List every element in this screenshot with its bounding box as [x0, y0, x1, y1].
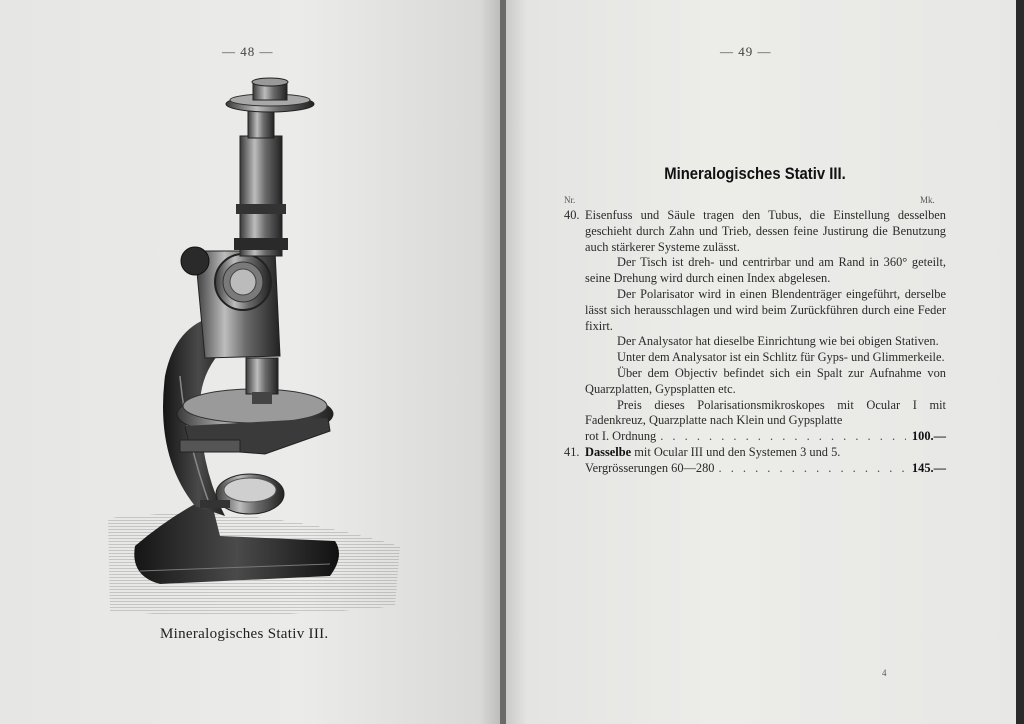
column-header-nr: Nr. — [564, 195, 576, 205]
price-value: 145.— — [911, 460, 946, 475]
right-edge-shadow — [1016, 0, 1024, 724]
price-line-text: Vergrösserungen 60—280 — [585, 460, 715, 475]
section-title: Mineralogisches Stativ III. — [664, 165, 846, 183]
microscope-illustration — [100, 76, 400, 624]
entry-number: 40. — [564, 208, 580, 222]
paragraph: Unter dem Analysator ist ein Schlitz für Gyps- und Glimmerkeile. — [617, 350, 945, 365]
dot-leader — [656, 429, 906, 445]
price-line-text: rot I. Ordnung — [585, 429, 657, 444]
page-number-left: — 48 — — [222, 44, 274, 59]
illustration-caption: Mineralogisches Stativ III. — [160, 626, 329, 642]
entry-lead-word: Dasselbe — [585, 444, 632, 459]
paragraph — [585, 445, 946, 461]
dot-leader — [715, 461, 906, 477]
entry-text: mit Ocular III und den Systemen 3 und 5. — [634, 444, 841, 459]
catalog-text — [564, 208, 946, 477]
paragraph: Über dem Objectiv befindet sich ein Spalt zur Aufnahme von Quarzplatten, Gypsplatten etc. — [585, 365, 946, 396]
price-line — [585, 429, 946, 445]
paragraph: Eisenfuss und Säule tragen den Tubus, die Einstellung desselben geschieht durch Zahn und Trieb, dessen feine Justirung die Benutzung auch stärkerer Systeme zulässt. — [585, 208, 946, 254]
entry-41 — [564, 445, 946, 477]
entry-number: 41. — [564, 444, 580, 459]
price-value: 100.— — [911, 429, 946, 444]
page-number-right: — 49 — — [720, 44, 772, 59]
column-header-mk: Mk. — [920, 195, 935, 205]
paragraph: Preis dieses Polarisationsmikroskopes mit Ocular I mit Fadenkreuz, Quarzplatte nach Klein und Gypsplatte — [585, 397, 946, 428]
paragraph: Der Analysator hat dieselbe Einrichtung wie bei obigen Stativen. — [617, 334, 939, 349]
signature-mark: 4 — [882, 668, 887, 678]
paragraph: Der Tisch ist dreh- und centrirbar und am Rand in 360° geteilt, seine Drehung wird durch einen Index abgelesen. — [585, 255, 946, 286]
price-line — [585, 461, 946, 477]
paragraph: Der Polarisator wird in einen Blendenträger eingeführt, derselbe lässt sich herausschlagen und wird beim Zurückführen durch eine Feder fixirt. — [585, 286, 946, 333]
entry-40 — [564, 208, 946, 445]
